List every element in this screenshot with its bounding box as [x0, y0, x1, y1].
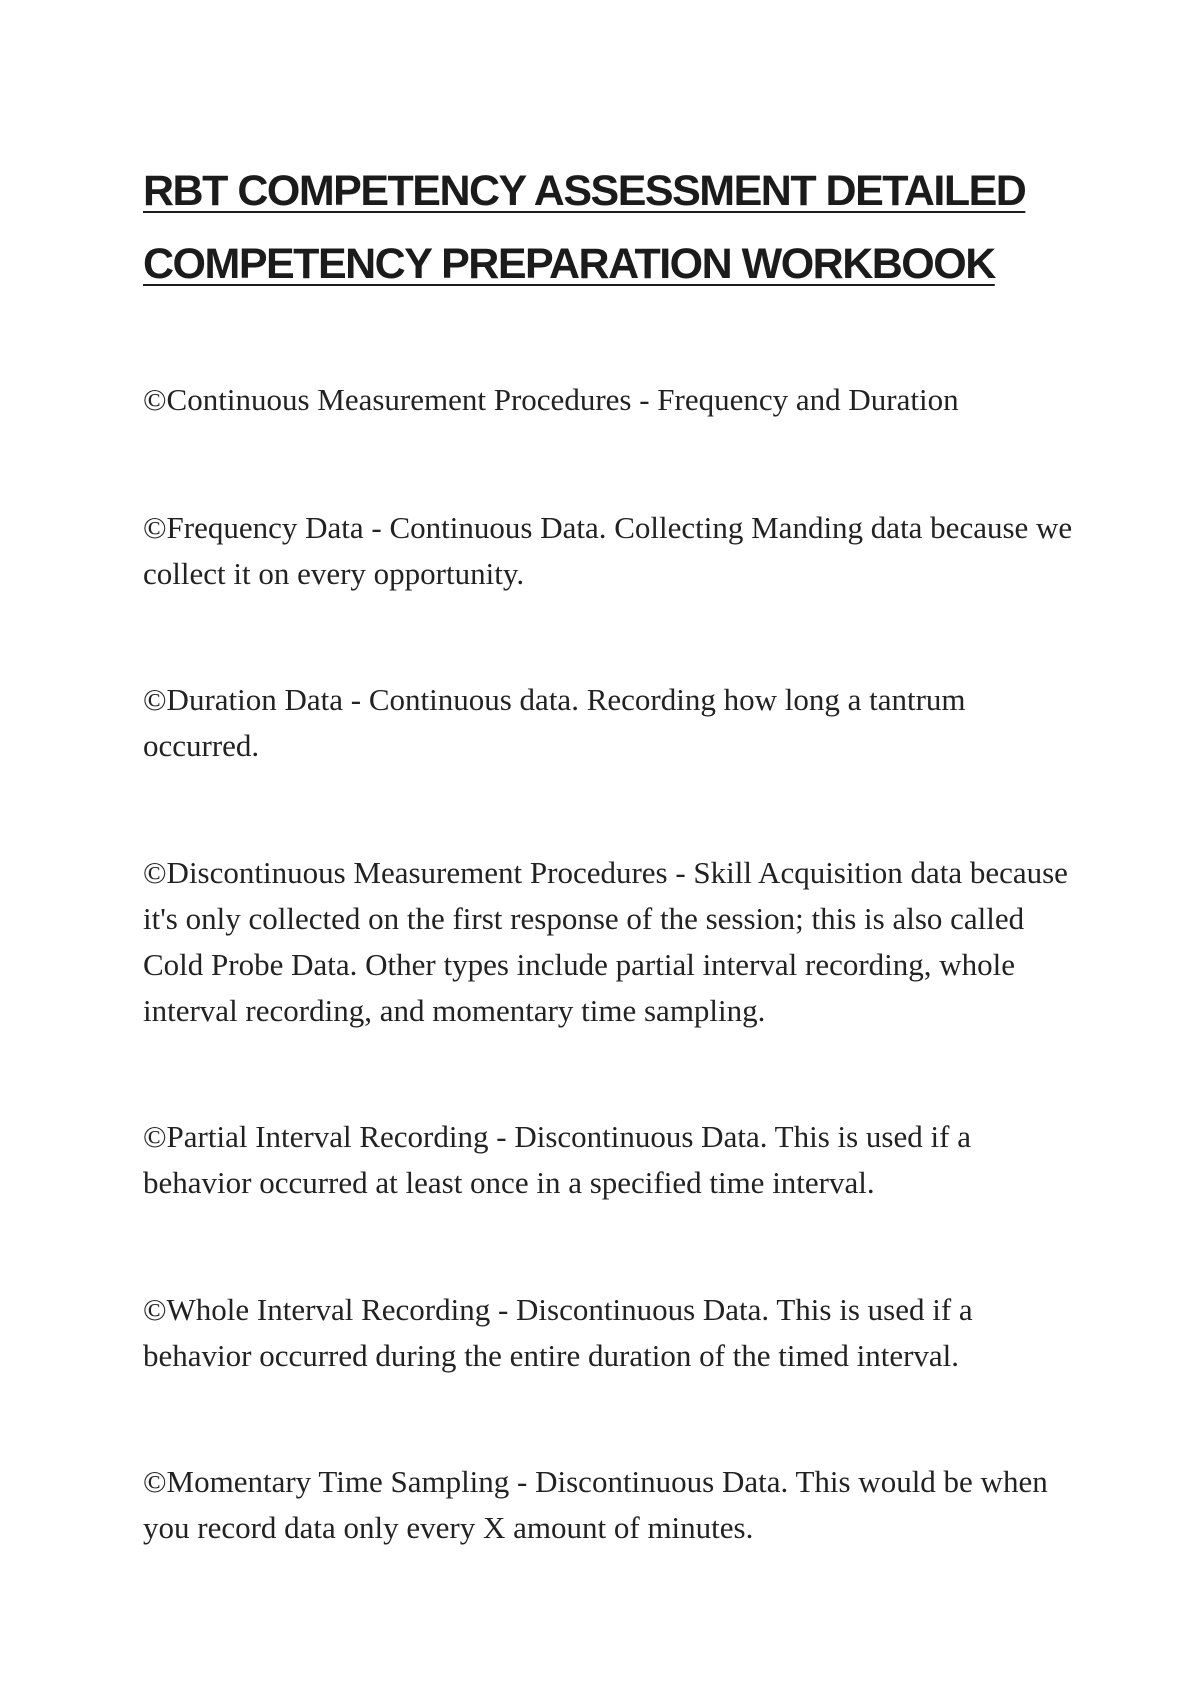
entry-whole-interval: ©Whole Interval Recording - Discontinuous Data. This is used if a behavior occurred during the entire duration of the timed interval. [143, 1292, 973, 1373]
entry-frequency-data: ©Frequency Data - Continuous Data. Collecting Manding data because we collect it on every opportunity. [143, 510, 1073, 591]
entry-discontinuous-measurement: ©Discontinuous Measurement Procedures - Skill Acquisition data because it's only collected on the first response of the session; this is also called Cold Probe Data. Other types include partial interval recording, whole interval recording, and momentary time sampling. [143, 855, 1068, 1028]
entry-duration-data: ©Duration Data - Continuous data. Recording how long a tantrum occurred. [143, 682, 966, 763]
entry-continuous-measurement: ©Continuous Measurement Procedures - Frequency and Duration [143, 382, 959, 417]
entry-momentary-time-sampling: ©Momentary Time Sampling - Discontinuous Data. This would be when you record data only every X amount of minutes. [143, 1464, 1048, 1545]
page-title [143, 155, 1103, 301]
page-title-text: RBT COMPETENCY ASSESSMENT DETAILED COMPETENCY PREPARATION WORKBOOK [143, 167, 1026, 288]
entry-partial-interval: ©Partial Interval Recording - Discontinuous Data. This is used if a behavior occurred at least once in a specified time interval. [143, 1119, 971, 1200]
